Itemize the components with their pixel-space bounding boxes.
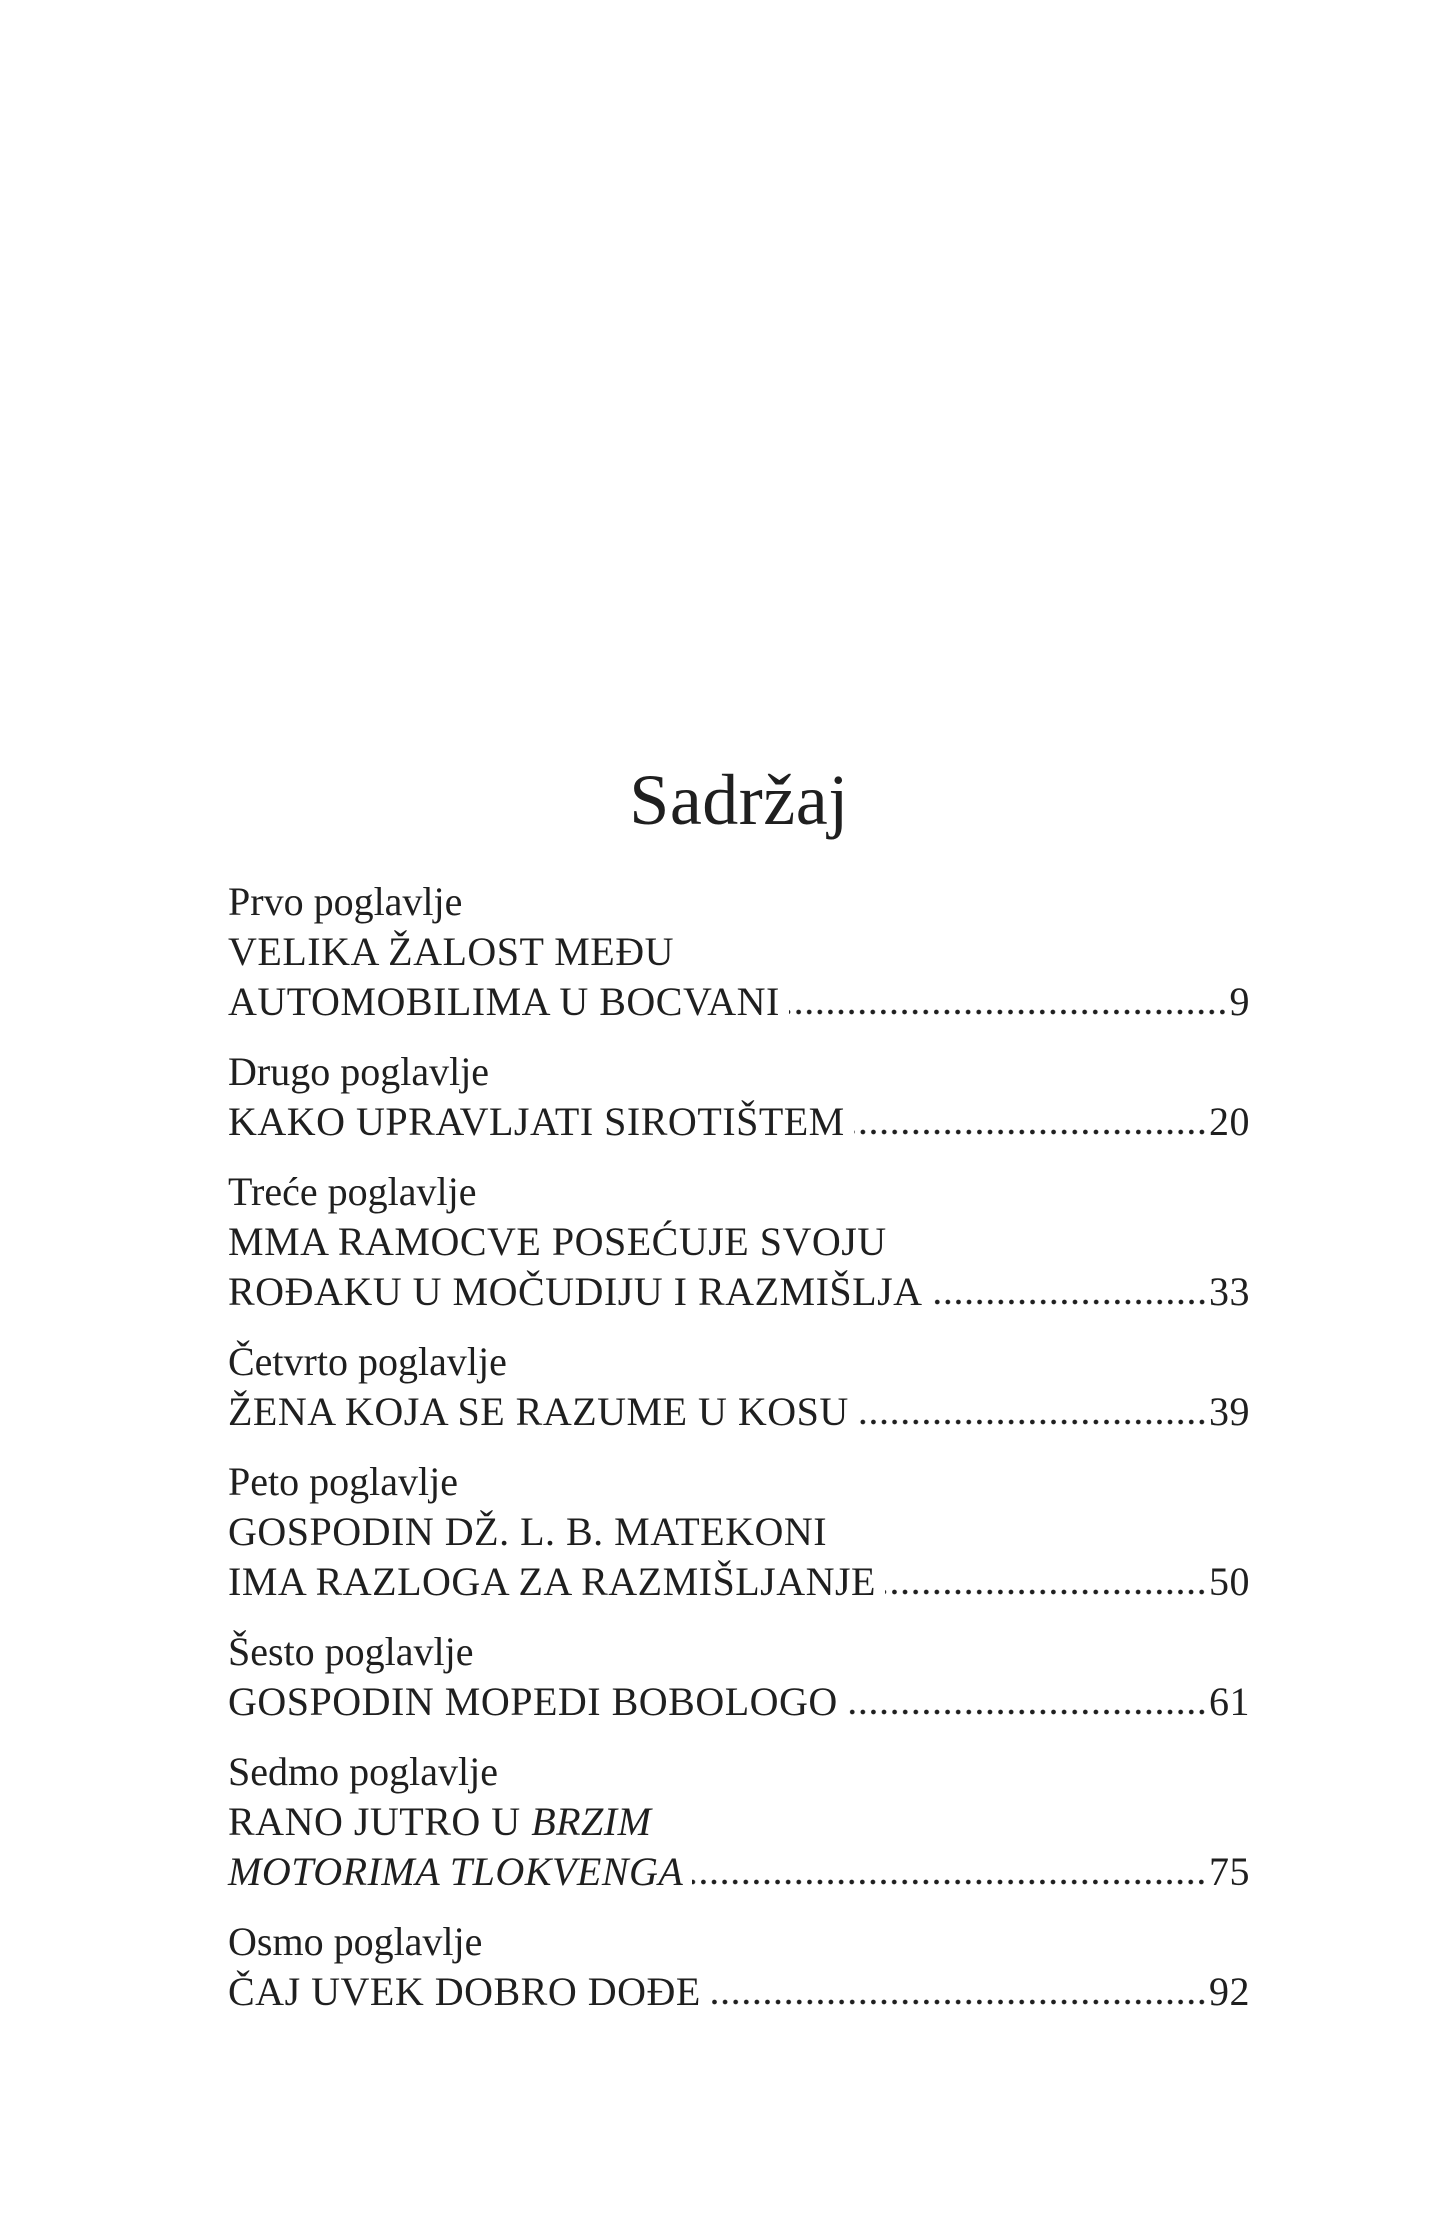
toc-entry [228,1747,1250,1897]
dot-leader [854,1129,1207,1135]
chapter-label: Drugo poglavlje [228,1049,490,1094]
chapter-title-line: MMA RAMOCVE POSEĆUJE SVOJU [228,1219,887,1264]
chapter-label: Treće poglavlje [228,1169,477,1214]
page-number: 33 [1209,1269,1250,1314]
chapter-title-dotline [228,1097,1250,1147]
page-number: 61 [1209,1679,1250,1724]
dot-leader [847,1709,1207,1715]
toc-entry [228,877,1250,1027]
chapter-title-dotline [228,1677,1250,1727]
dot-leader [710,1999,1207,2005]
chapter-title-dotline [228,977,1250,1027]
dot-leader [858,1419,1207,1425]
chapter-title-dotline [228,1267,1250,1317]
chapter-title-text: GOSPODIN MOPEDI BOBOLOGO [228,1679,838,1724]
page-title: Sadržaj [629,760,849,840]
chapter-title-text: ČAJ UVEK DOBRO DOĐE [228,1969,701,2014]
toc-entry [228,1047,1250,1147]
page-number: 92 [1209,1969,1250,2014]
chapter-title-text: KAKO UPRAVLJATI SIROTIŠTEM [228,1099,845,1144]
toc-entry [228,1337,1250,1437]
toc-entry [228,1457,1250,1607]
chapter-title-text: ROĐAKU U MOČUDIJU I RAZMIŠLJA [228,1269,923,1314]
chapter-title-line: VELIKA ŽALOST MEĐU [228,929,675,974]
dot-leader [692,1879,1207,1885]
chapter-title-text-italic: BRZIM [531,1799,652,1844]
table-of-contents [228,877,1250,2017]
chapter-title-dotline [228,1847,1250,1897]
page-number: 20 [1209,1099,1250,1144]
chapter-title-text: ŽENA KOJA SE RAZUME U KOSU [228,1389,849,1434]
chapter-title-dotline [228,1557,1250,1607]
chapter-label: Prvo poglavlje [228,879,463,924]
chapter-title-line [228,1797,1250,1847]
page-number: 39 [1209,1389,1250,1434]
toc-entry [228,1917,1250,2017]
dot-leader [932,1299,1207,1305]
toc-entry [228,1627,1250,1727]
chapter-title-line: GOSPODIN DŽ. L. B. MATEKONI [228,1509,828,1554]
toc-content [228,760,1250,2017]
dot-leader [885,1589,1207,1595]
chapter-label: Osmo poglavlje [228,1919,483,1964]
page-number: 9 [1229,979,1250,1024]
page-number: 50 [1209,1559,1250,1604]
chapter-title-dotline [228,1387,1250,1437]
chapter-title-text: RANO JUTRO U [228,1799,532,1844]
page-number: 75 [1209,1849,1250,1894]
chapter-title-dotline [228,1967,1250,2017]
dot-leader [789,1009,1228,1015]
chapter-label: Sedmo poglavlje [228,1749,498,1794]
chapter-title-text: AUTOMOBILIMA U BOCVANI [228,979,780,1024]
chapter-label: Peto poglavlje [228,1459,458,1504]
chapter-title-text: IMA RAZLOGA ZA RAZMIŠLJANJE [228,1559,876,1604]
chapter-label: Šesto poglavlje [228,1629,474,1674]
toc-entry [228,1167,1250,1317]
chapter-title-text-italic: MOTORIMA TLOKVENGA [228,1849,684,1894]
chapter-label: Četvrto poglavlje [228,1339,507,1384]
